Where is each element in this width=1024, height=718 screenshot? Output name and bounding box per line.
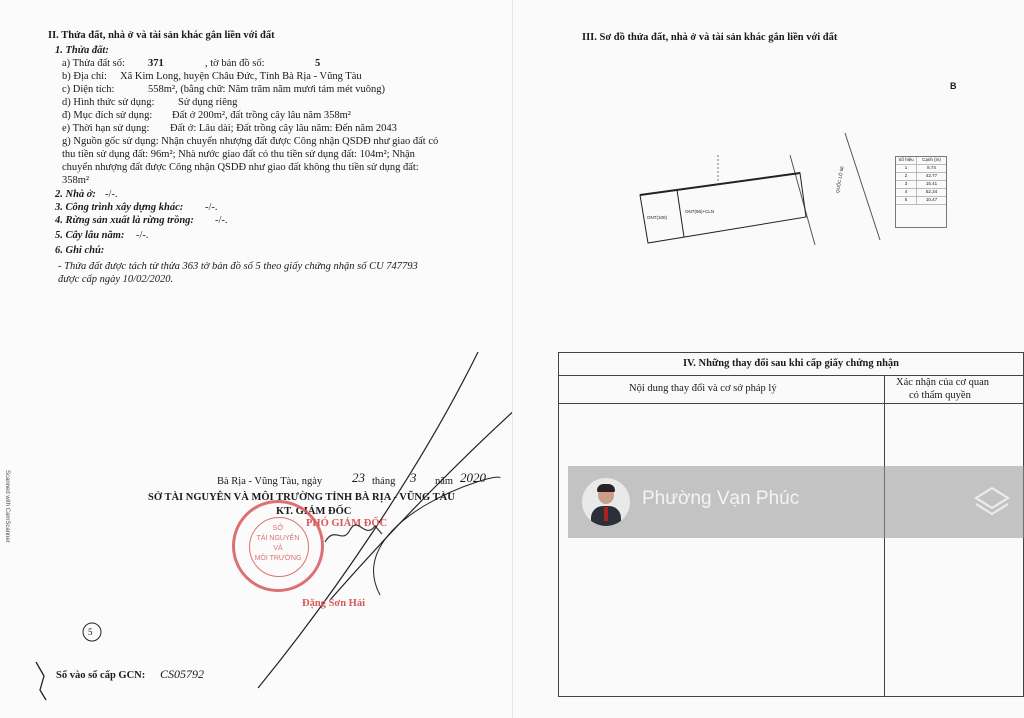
- item-2-title: 2. Nhà ở:: [55, 189, 96, 200]
- section-ii-title: II. Thửa đất, nhà ở và tài sản khác gắn liền với đất: [48, 30, 275, 41]
- item-2-value: -/-.: [105, 189, 118, 200]
- profile-watermark-banner[interactable]: [568, 466, 1024, 538]
- section-iii-title: III. Sơ đồ thửa đất, nhà ở và tài sản khác gắn liền với đất: [582, 32, 838, 43]
- diagram-label-road: QUỐC LỘ 56: [834, 165, 845, 194]
- date-year-label: năm: [435, 476, 454, 487]
- address-label: b) Địa chỉ:: [62, 71, 107, 82]
- north-label: B: [950, 81, 957, 91]
- date-year: 2020: [460, 470, 486, 485]
- date-month: 3: [410, 470, 417, 485]
- area-label: c) Diện tích:: [62, 84, 115, 95]
- origin-line-1: g) Nguồn gốc sử dụng: Nhận chuyển nhượng đất được Công nhận QSDĐ như giao đất có: [62, 136, 439, 147]
- registry-value: CS05792: [160, 667, 205, 681]
- date-prefix: Bà Rịa - Vũng Tàu, ngày: [217, 476, 323, 487]
- parcel-number-label: a) Thửa đất số:: [62, 58, 125, 69]
- col-confirm-header-2: có thẩm quyền: [909, 390, 971, 401]
- signature: [320, 520, 390, 550]
- usage-purpose-label: đ) Mục đích sử dụng:: [62, 110, 153, 121]
- usage-term-label: e) Thời hạn sử dụng:: [62, 123, 150, 134]
- address-value: Xã Kim Long, huyện Châu Đức, Tỉnh Bà Rịa - Vũng Tàu: [120, 71, 362, 82]
- origin-line-2: thu tiền sử dụng đất: 96m²; Nhà nước giao đất có thu tiền sử dụng đất: 104m²; Nhận: [62, 149, 415, 160]
- issuer: SỞ TÀI NGUYÊN VÀ MÔI TRƯỜNG TỈNH BÀ RỊA - VŨNG TÀU: [148, 492, 455, 503]
- deputy-director: PHÓ GIÁM ĐỐC: [306, 518, 388, 529]
- official-seal: SỞ TÀI NGUYÊN VÀ MÔI TRƯỜNG: [232, 500, 324, 592]
- note-line-1: - Thửa đất được tách từ thửa 363 tờ bản đồ số 5 theo giấy chứng nhận số CU 747793: [58, 261, 418, 272]
- layers-icon[interactable]: [972, 482, 1012, 522]
- origin-line-3: chuyển nhượng đất được Công nhận QSDĐ như giao đất không thu tiền sử dụng đất:: [62, 162, 419, 173]
- diagram-label-2: ONT(96)+CLN: [685, 209, 715, 214]
- item-1-title: 1. Thửa đất:: [55, 45, 109, 56]
- area-value: 558m², (bằng chữ: Năm trăm năm mươi tám mét vuông): [148, 84, 386, 95]
- map-sheet-label: , tờ bản đồ số:: [205, 58, 265, 69]
- item-4-title: 4. Rừng sản xuất là rừng trồng:: [55, 215, 194, 226]
- map-sheet-value: 5: [315, 58, 321, 69]
- circled-number: 5: [88, 627, 93, 637]
- registry-label: Số vào sổ cấp GCN:: [56, 670, 146, 681]
- date-month-label: tháng: [372, 476, 396, 487]
- signer-name: Đặng Sơn Hải: [302, 598, 365, 609]
- scanned-watermark: Scanned with CamScanner: [4, 470, 10, 543]
- usage-purpose-value: Đất ở 200m², đất trồng cây lâu năm 358m²: [172, 110, 351, 121]
- item-5-title: 5. Cây lâu năm:: [55, 230, 125, 241]
- kt-director: KT. GIÁM ĐỐC: [276, 506, 352, 517]
- item-5-value: -/-.: [136, 230, 149, 241]
- avatar[interactable]: [582, 478, 630, 526]
- edge-length-table: Số hiệu Cạnh (m) 1 8.74 2 42.77 3 15.41 4 52.34 5 10.47: [895, 156, 947, 228]
- usage-form-value: Sử dụng riêng: [178, 97, 238, 108]
- parcel-number-value: 371: [148, 58, 164, 69]
- profile-name[interactable]: Phường Vạn Phúc: [642, 488, 800, 509]
- parcel-diagram: [620, 55, 900, 255]
- usage-form-label: d) Hình thức sử dụng:: [62, 97, 155, 108]
- note-line-2: được cấp ngày 10/02/2020.: [58, 274, 174, 285]
- item-4-value: -/-.: [215, 215, 228, 226]
- usage-term-value: Đất ở: Lâu dài; Đất trồng cây lâu năm: Đến năm 2043: [170, 123, 397, 134]
- item-3-value: -/-.: [205, 202, 218, 213]
- col-content-header: Nội dung thay đổi và cơ sở pháp lý: [629, 383, 777, 394]
- col-confirm-header-1: Xác nhận của cơ quan: [896, 377, 990, 388]
- item-6-title: 6. Ghi chú:: [55, 245, 105, 256]
- changes-table-title: IV. Những thay đổi sau khi cấp giấy chứng nhận: [559, 353, 1023, 376]
- origin-line-4: 358m²: [62, 175, 90, 186]
- diagram-label-1: ONT(100): [647, 215, 668, 220]
- date-day: 23: [352, 470, 365, 485]
- item-3-title: 3. Công trình xây dựng khác:: [55, 202, 184, 213]
